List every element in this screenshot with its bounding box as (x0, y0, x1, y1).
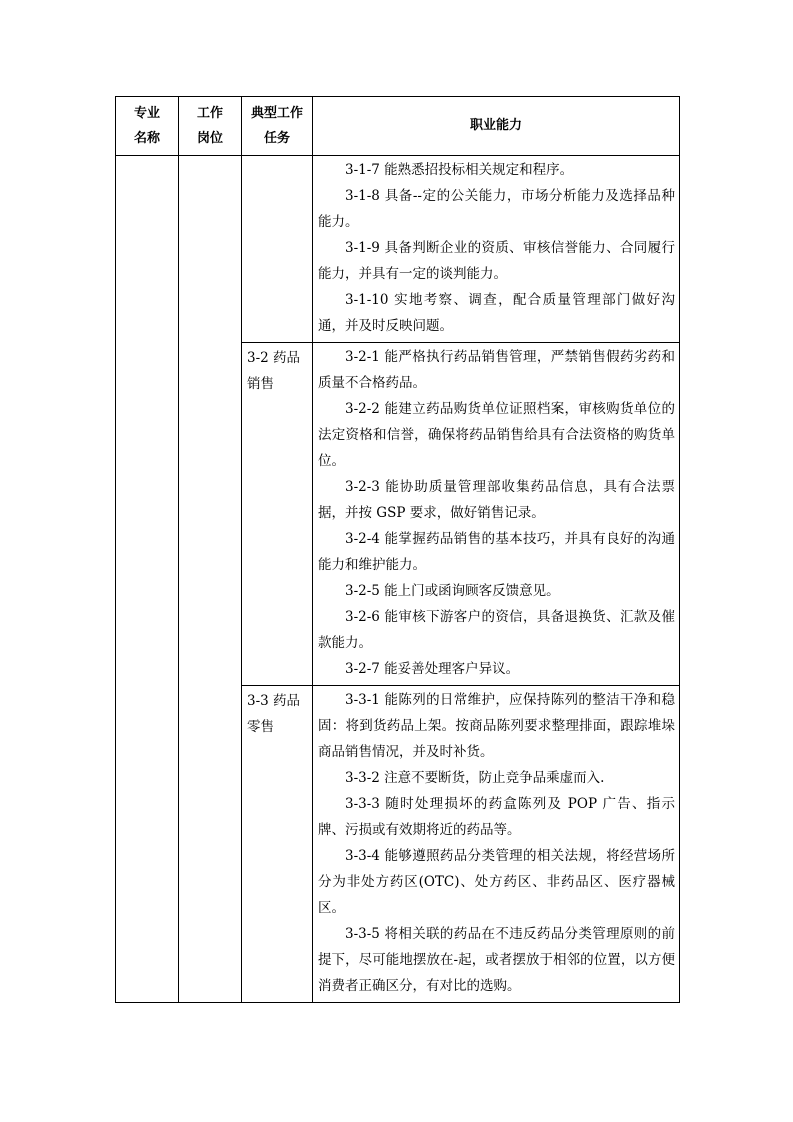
header-typical-task-line1: 典型工作 (250, 106, 303, 121)
task-label-line2: 零售 (247, 719, 274, 735)
ability-item: 3-2-4 能掌握药品销售的基本技巧，并具有良好的沟通能力和维护能力。 (318, 531, 675, 573)
task-cell-drug-retail (242, 686, 313, 1003)
table-row (116, 156, 680, 343)
task-label-line2: 销售 (247, 376, 274, 392)
job-ability-table (115, 96, 680, 1003)
ability-item: 3-1-9 具备判断企业的资质、审核信誉能力、合同履行能力，并具有一定的谈判能力。 (318, 240, 675, 282)
task-label-line1: 3-2 药品 (247, 350, 301, 366)
ability-item: 3-1-8 具备--定的公关能力，市场分析能力及选择品种能力。 (318, 188, 675, 230)
header-typical-task (242, 97, 313, 156)
header-vocational-ability-text: 职业能力 (469, 118, 522, 133)
header-major-name (116, 97, 179, 156)
task-label-line1: 3-3 药品 (247, 693, 301, 709)
header-typical-task-line2: 任务 (263, 131, 290, 146)
job-position-cell (179, 156, 242, 1003)
ability-item: 3-3-3 随时处理损坏的药盒陈列及 POP 广告、指示牌、污损或有效期将近的药品等。 (318, 796, 675, 838)
ability-item: 3-2-2 能建立药品购货单位证照档案，审核购货单位的法定资格和信誉，确保将药品销售给具有合法资格的购货单位。 (318, 401, 675, 469)
header-major-name-line1: 专业 (133, 106, 160, 121)
task-cell-empty (242, 156, 313, 343)
ability-item: 3-2-3 能协助质量管理部收集药品信息，具有合法票据，并按 GSP 要求，做好销售记录。 (318, 479, 675, 521)
ability-cell-3-3 (313, 686, 680, 1003)
ability-item: 3-3-1 能陈列的日常维护，应保持陈列的整洁干净和稳固：将到货药品上架。按商品陈列要求整理排面，跟踪堆垛商品销售情况，并及时补货。 (318, 692, 675, 760)
ability-item: 3-3-2 注意不要断货，防止竞争品乘虚而入. (345, 770, 605, 786)
ability-item: 3-1-7 能熟悉招投标相关规定和程序。 (345, 162, 574, 178)
ability-item: 3-3-4 能够遵照药品分类管理的相关法规，将经营场所分为非处方药区(OTC)、处方药区、非药品区、医疗器械区。 (318, 848, 675, 916)
task-cell-drug-sales (242, 343, 313, 686)
ability-item: 3-2-5 能上门或函询顾客反馈意见。 (345, 583, 560, 599)
ability-item: 3-2-6 能审核下游客户的资信，具备退换货、汇款及催款能力。 (318, 609, 675, 651)
ability-item: 3-3-5 将相关联的药品在不违反药品分类管理原则的前提下，尽可能地摆放在-起，或者摆放于相邻的位置，以方便消费者正确区分，有对比的选购。 (318, 926, 675, 994)
table-header-row (116, 97, 680, 156)
header-major-name-line2: 名称 (133, 131, 160, 146)
major-name-cell (116, 156, 179, 1003)
header-vocational-ability (313, 97, 680, 156)
ability-cell-3-1 (313, 156, 680, 343)
header-job-position (179, 97, 242, 156)
header-job-position-line1: 工作 (196, 106, 223, 121)
ability-item: 3-1-10 实地考察、调查，配合质量管理部门做好沟通，并及时反映问题。 (318, 292, 675, 334)
header-job-position-line2: 岗位 (196, 131, 223, 146)
ability-item: 3-2-1 能严格执行药品销售管理，严禁销售假药劣药和质量不合格药品。 (318, 349, 675, 391)
ability-item: 3-2-7 能妥善处理客户异议。 (345, 661, 520, 677)
ability-cell-3-2 (313, 343, 680, 686)
